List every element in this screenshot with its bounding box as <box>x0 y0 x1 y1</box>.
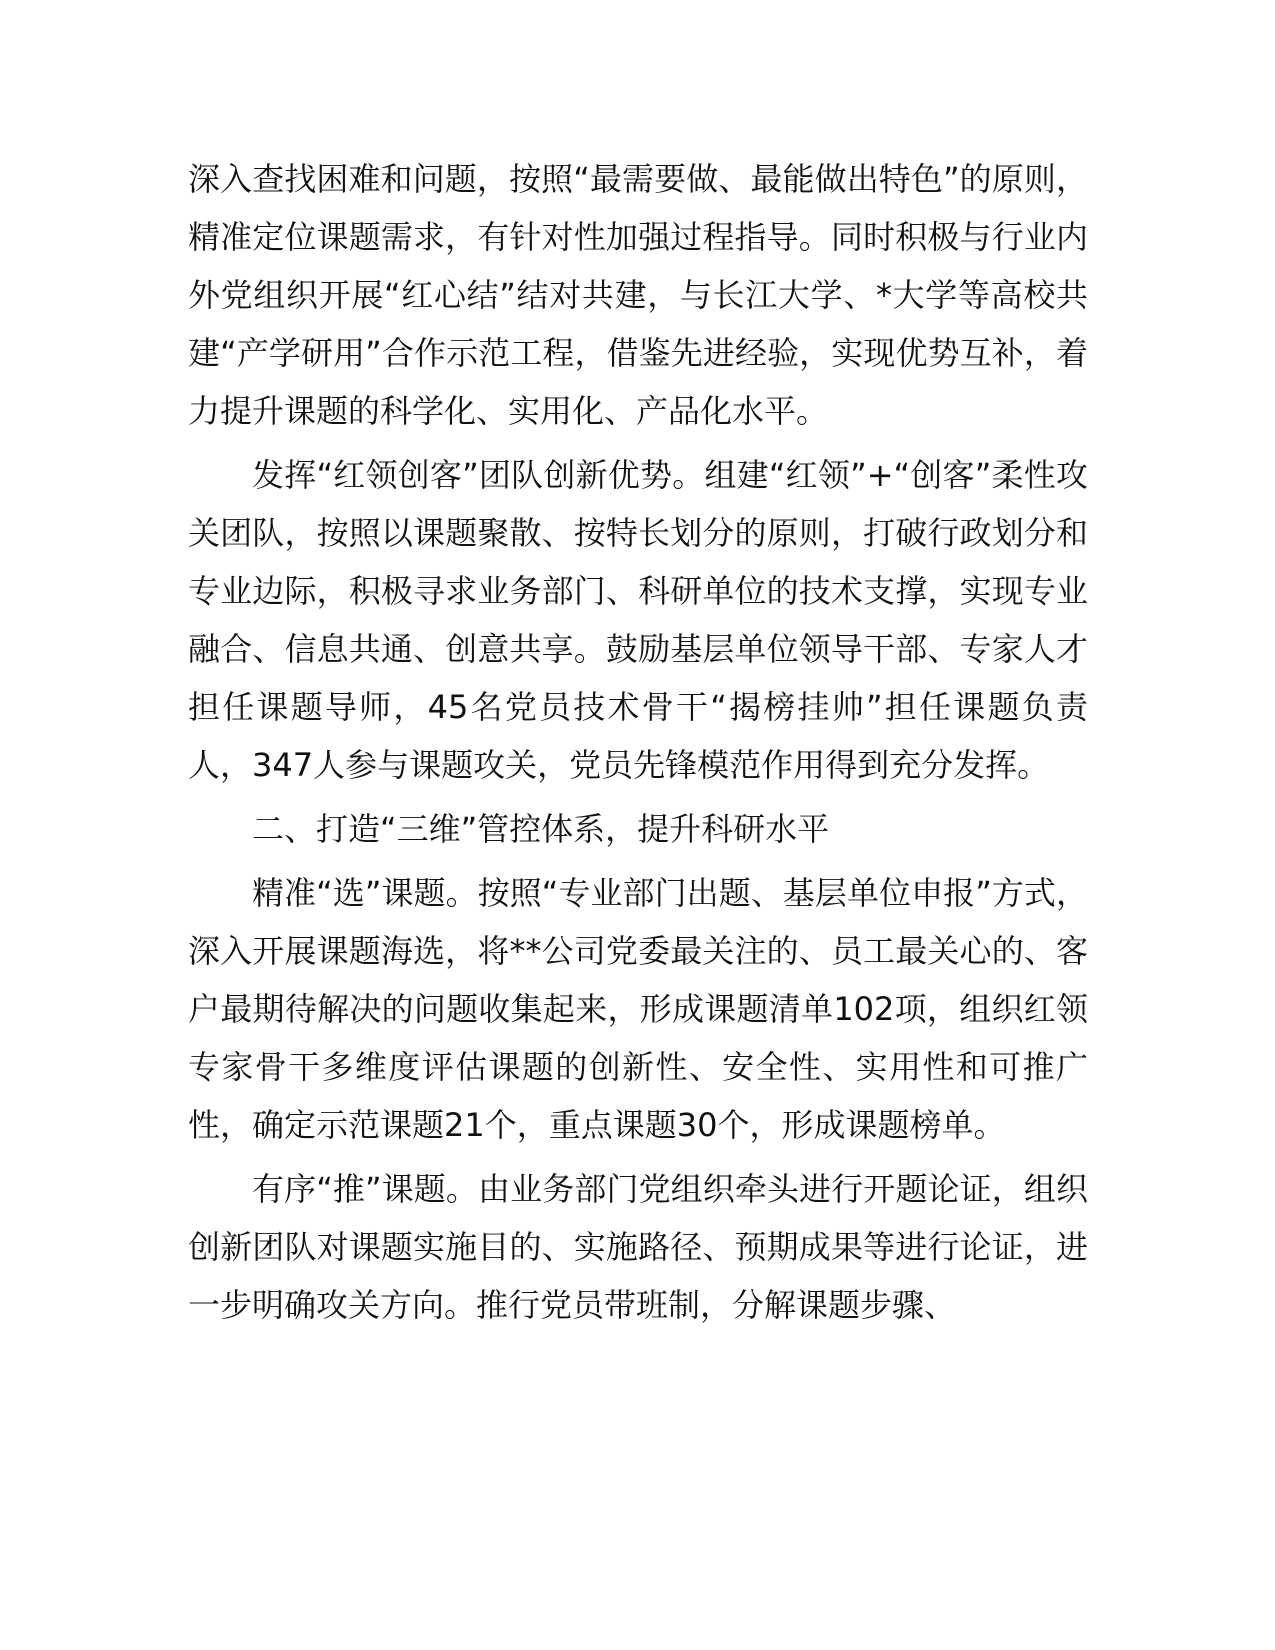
paragraph-push-topics: 有序“推”课题。由业务部门党组织牵头进行开题论证，组织创新团队对课题实施目的、实施路径、预期成果等进行论证，进一步明确攻关方向。推行党员带班制，分解课题步骤、 <box>188 1170 1088 1324</box>
document-page <box>188 150 1088 1340</box>
paragraph-continuation: 深入查找困难和问题，按照“最需要做、最能做出特色”的原则，精准定位课题需求，有针对性加强过程指导。同时积极与行业内外党组织开展“红心结”结对共建，与长江大学、*大学等高校共建“产学研用”合作示范工程，借鉴先进经验，实现优势互补，着力提升课题的科学化、实用化、产品化水平。 <box>188 160 1088 430</box>
section-heading: 二、打造“三维”管控体系，提升科研水平 <box>252 810 830 848</box>
paragraph-select-topics: 精准“选”课题。按照“专业部门出题、基层单位申报”方式，深入开展课题海选，将**公司党委最关注的、员工最关心的、客户最期待解决的问题收集起来，形成课题清单102项，组织红领专家骨干多维度评估课题的创新性、安全性、实用性和可推广性，确定示范课题21个，重点课题30个，形成课题榜单。 <box>188 874 1088 1144</box>
paragraph-red-leader-team: 发挥“红领创客”团队创新优势。组建“红领”+“创客”柔性攻关团队，按照以课题聚散、按特长划分的原则，打破行政划分和专业边际，积极寻求业务部门、科研单位的技术支撑，实现专业融合、信息共通、创意共享。鼓励基层单位领导干部、专家人才担任课题导师，45名党员技术骨干“揭榜挂帅”担任课题负责人，347人参与课题攻关，党员先锋模范作用得到充分发挥。 <box>188 456 1088 784</box>
